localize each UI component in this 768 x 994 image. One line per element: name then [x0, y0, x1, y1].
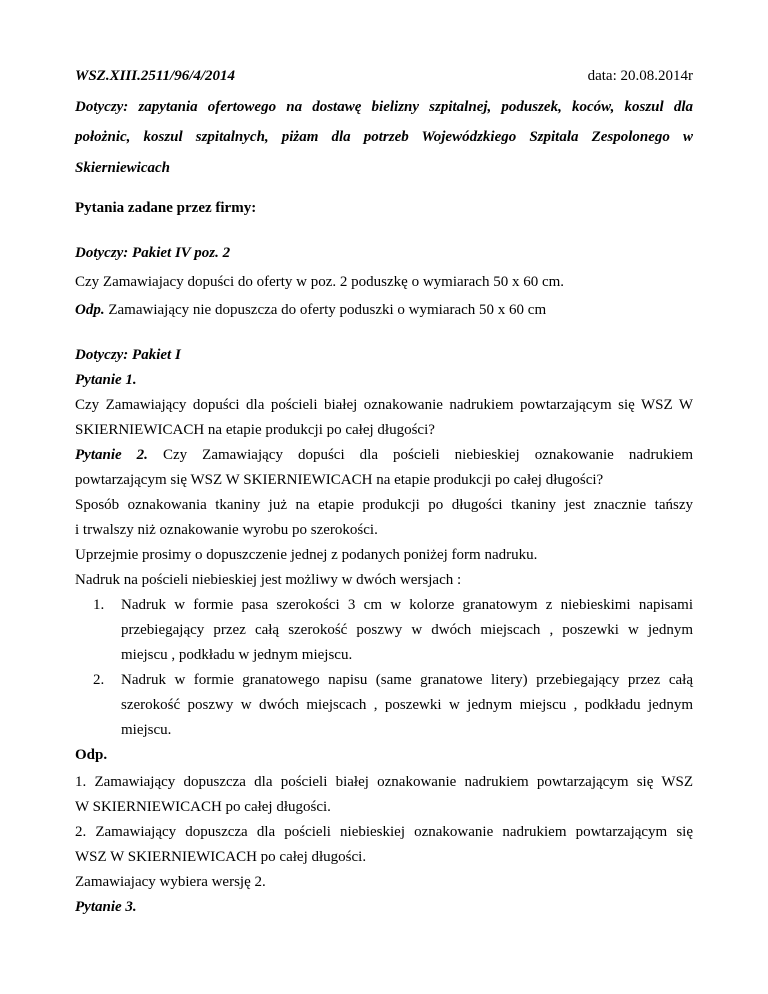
- list-item-1-line-3: miejscu , podkładu w jednym miejscu.: [121, 647, 353, 663]
- subject-line-3: Skierniewicach: [75, 160, 171, 176]
- section-heading-pakiet-i: Dotyczy: Pakiet I: [75, 347, 181, 363]
- list-item-number: 1.: [93, 597, 105, 613]
- answer-line-1: 1. Zamawiający dopuszcza dla pościeli białej oznakowanie nadrukiem powtarzającym się WSZ: [75, 774, 693, 790]
- answer-line-5: Zamawiajacy wybiera wersję 2.: [75, 874, 266, 890]
- body-line-3: Uprzejmie prosimy o dopuszczenie jednej z podanych poniżej form nadruku.: [75, 547, 538, 563]
- document-date: data: 20.08.2014r: [587, 68, 693, 84]
- question-1-label: Pytanie 1.: [75, 372, 137, 388]
- answer-line-3: 2. Zamawiający dopuszcza dla pościeli niebieskiej oznakowanie nadrukiem powtarzającym się: [75, 824, 693, 840]
- section1-answer: [75, 300, 693, 320]
- body-line-1: Sposób oznakowania tkaniny już na etapie produkcji po długości tkaniny jest znacznie tańszy: [75, 497, 693, 513]
- subject-line-2: położnic, koszul szpitalnych, piżam dla potrzeb Wojewódzkiego Szpitala Zespolonego w: [75, 129, 693, 145]
- answer-line-4: WSZ W SKIERNIEWICACH po całej długości.: [75, 849, 367, 865]
- section-heading-pakiet-iv: Dotyczy: Pakiet IV poz. 2: [75, 245, 231, 261]
- question-3-label: Pytanie 3.: [75, 899, 137, 915]
- question-2-text: Czy Zamawiający dopuści dla pościeli niebieskiej oznakowanie nadrukiem: [147, 447, 693, 463]
- question-2-line-1: [75, 445, 693, 465]
- list-item-2-line-2: szerokość poszwy w dwóch miejscach , poszewki w jednym miejscu , podkładu jednym: [121, 697, 693, 713]
- question-2-label: Pytanie 2.: [75, 447, 148, 463]
- answer-label: Odp.: [75, 302, 105, 318]
- subject-line-1: Dotyczy: zapytania ofertowego na dostawę bielizny szpitalnej, poduszek, koców, koszul dla: [75, 99, 693, 115]
- section1-question: Czy Zamawiajacy dopuści do oferty w poz. 2 poduszkę o wymiarach 50 x 60 cm.: [75, 274, 565, 290]
- reference-number: WSZ.XIII.2511/96/4/2014: [75, 68, 236, 84]
- list-item-2-line-1: Nadruk w formie granatowego napisu (same granatowe litery) przebiegający przez całą: [121, 672, 693, 688]
- section2-answer-label: Odp.: [75, 747, 108, 763]
- body-line-4: Nadruk na pościeli niebieskiej jest możliwy w dwóch wersjach :: [75, 572, 462, 588]
- questions-heading: Pytania zadane przez firmy:: [75, 200, 257, 216]
- question-1-line-2: SKIERNIEWICACH na etapie produkcji po całej długości?: [75, 422, 435, 438]
- list-item-2-line-3: miejscu.: [121, 722, 172, 738]
- list-item-number: 2.: [93, 672, 105, 688]
- list-item-1-line-1: Nadruk w formie pasa szerokości 3 cm w kolorze granatowym z niebieskimi napisami: [121, 597, 693, 613]
- question-1-line-1: Czy Zamawiający dopuści dla pościeli białej oznakowanie nadrukiem powtarzającym się WSZ W: [75, 397, 693, 413]
- list-item-1-line-2: przebiegający przez całą szerokość poszwy w dwóch miejscach , poszewki w jednym: [121, 622, 693, 638]
- answer-line-2: W SKIERNIEWICACH po całej długości.: [75, 799, 331, 815]
- question-2-line-2: powtarzającym się WSZ W SKIERNIEWICACH na etapie produkcji po całej długości?: [75, 472, 604, 488]
- answer-text: Zamawiający nie dopuszcza do oferty poduszki o wymiarach 50 x 60 cm: [104, 302, 547, 318]
- body-line-2: i trwalszy niż oznakowanie wyrobu po szerokości.: [75, 522, 378, 538]
